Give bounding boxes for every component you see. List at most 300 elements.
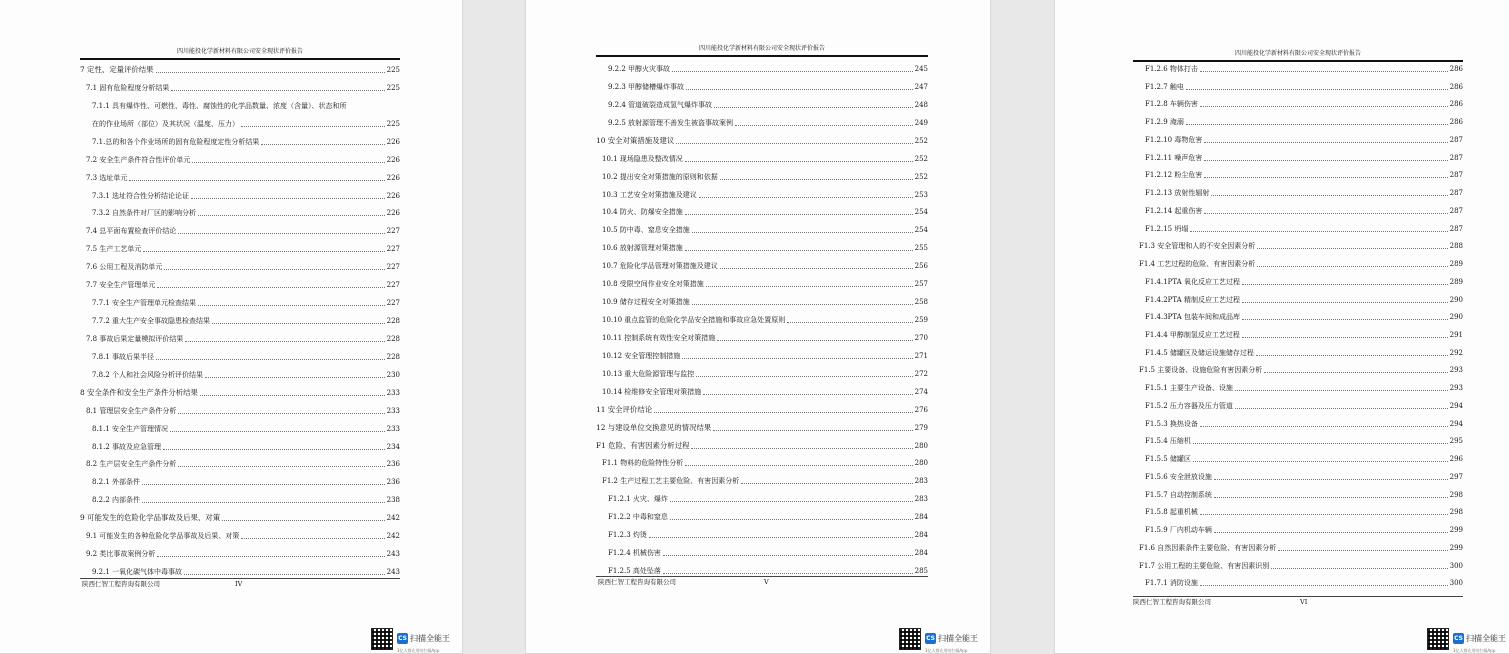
toc-entry-page: 226 (386, 191, 400, 200)
toc-entry-title: F1.2.7 触电 (1145, 82, 1184, 91)
toc-entry-page: 226 (386, 173, 400, 182)
toc-entry-title: 10.7 危险化学品管理对策措施及建议 (602, 262, 718, 271)
toc-leader-dots (649, 536, 913, 538)
toc-entry (596, 343, 928, 361)
toc-leader-dots (143, 250, 384, 252)
toc-entry (596, 558, 928, 576)
toc-entry-page: 294 (1449, 419, 1463, 428)
toc-entry-title: 8.1.1 安全生产管理情况 (92, 424, 169, 433)
toc-leader-dots (185, 340, 384, 342)
toc-entry-title: 10.9 储存过程安全对策措施 (602, 298, 690, 307)
toc-entry (80, 326, 400, 344)
toc-entry (596, 468, 928, 486)
toc-leader-dots (170, 430, 385, 432)
toc-entry-title: F1.5.2 压力容器及压力管道 (1145, 401, 1233, 410)
toc-entry-title: F1.2.12 粉尘危害 (1145, 171, 1203, 180)
toc-entry-title: 9.2.4 管道破裂造成氢气爆炸事故 (608, 100, 713, 109)
page-header: 四川能投化学新材料有限公司安全现状评价报告 (1234, 50, 1361, 57)
toc-entry (1133, 109, 1463, 127)
footer-company: 陕西仁智工程咨询有限公司 (1133, 598, 1211, 606)
toc-entry-page: 236 (386, 460, 400, 469)
toc-entry-title: F1.5.1 主要生产设备、设施 (1145, 384, 1233, 393)
toc-entry-title: 7.3.1 选址符合性分析结论论证 (92, 191, 190, 200)
toc-leader-dots (720, 178, 913, 180)
toc-entry-page: 256 (914, 262, 928, 271)
watermark-tagline: 3亿人都在用的扫描App (397, 648, 440, 653)
toc-leader-dots (156, 71, 385, 73)
toc-entry (80, 469, 400, 487)
toc-entry-title: 10.14 检维修安全管理对策措施 (602, 387, 702, 396)
toc-entry-page: 227 (386, 227, 400, 236)
toc-leader-dots (714, 106, 913, 108)
toc-leader-dots (663, 554, 913, 556)
toc-entry (1133, 162, 1463, 180)
toc-leader-dots (1264, 371, 1447, 373)
toc-entry-page: 248 (914, 100, 928, 109)
toc-leader-dots (713, 429, 912, 431)
footer-rule (80, 578, 400, 579)
toc-entry (80, 236, 400, 254)
toc-entry-title: F1 危险、有害因素分析过程 (596, 440, 690, 450)
document-page-2 (526, 0, 990, 653)
toc-entry-title: 7.1.总的和各个作业场所的固有危险程度定性分析结果 (92, 137, 260, 146)
toc-entry-page: 287 (1449, 153, 1463, 162)
toc-leader-dots (1211, 194, 1447, 196)
toc-leader-dots (787, 321, 912, 323)
toc-entry-page: 280 (914, 459, 928, 468)
toc-leader-dots (720, 267, 913, 269)
toc-entry-title: 8.2 生产层安全生产条件分析 (86, 460, 177, 469)
toc-entry (1133, 233, 1463, 251)
toc-leader-dots (157, 555, 384, 557)
toc-leader-dots (685, 213, 913, 215)
toc-entry-title: F1.2.3 灼烫 (608, 531, 647, 540)
toc-leader-dots (178, 412, 384, 414)
qr-code-icon (899, 628, 921, 650)
toc-entry (1133, 127, 1463, 145)
toc-leader-dots (1204, 176, 1447, 178)
toc-entry (1133, 251, 1463, 269)
toc-entry (596, 56, 928, 74)
toc-entry-title: F1.5.5 储罐区 (1145, 455, 1191, 464)
toc-entry-title: F1.2.13 放射性辐射 (1145, 189, 1210, 198)
toc-leader-dots (184, 573, 385, 575)
toc-entry-title: 9 可能发生的危险化学品事故及后果、对策 (80, 513, 221, 523)
toc-entry-page: 254 (914, 208, 928, 217)
page-header: 四川能投化学新材料有限公司安全现状评价报告 (176, 48, 303, 55)
toc-entry-page: 243 (386, 568, 400, 577)
toc-entry-page: 257 (914, 280, 928, 289)
toc-entry-page: 285 (914, 567, 928, 576)
toc-entry (1133, 499, 1463, 517)
toc-entry-page: 225 (386, 66, 400, 74)
toc-leader-dots (1256, 354, 1448, 356)
toc-leader-dots (1204, 212, 1447, 214)
toc-entry (80, 380, 400, 398)
toc-entry (80, 57, 400, 75)
toc-entry (596, 361, 928, 379)
toc-entry-page: 279 (914, 423, 928, 432)
toc-entry-page: 287 (1449, 135, 1463, 144)
toc-leader-dots (1200, 513, 1448, 515)
toc-entry (1133, 428, 1463, 446)
toc-entry (596, 92, 928, 110)
toc-entry (1133, 180, 1463, 198)
toc-entry (596, 164, 928, 182)
toc-entry-page: 252 (914, 154, 928, 163)
toc-entry-page: 294 (1449, 401, 1463, 410)
toc-entry-page: 287 (1449, 224, 1463, 233)
toc-leader-dots (685, 464, 912, 466)
toc-leader-dots (1186, 88, 1448, 90)
toc-entry-title: 12 与建设单位交换意见的情况结果 (596, 422, 712, 432)
toc-leader-dots (164, 268, 384, 270)
toc-leader-dots (1278, 549, 1447, 551)
toc-entry-title: F1.2.1 火灾、爆炸 (608, 495, 668, 504)
toc-entry (80, 218, 400, 236)
toc-entry-title: 10.13 重大危险源管理与监控 (602, 369, 695, 378)
toc-entry (80, 254, 400, 272)
toc-entry-page: 254 (914, 226, 928, 235)
toc-entry (596, 522, 928, 540)
toc-entry (596, 217, 928, 235)
toc-entry-title: 10.4 防火、防爆安全措施 (602, 208, 683, 217)
toc-entry-title: F1.4 工艺过程的危险、有害因素分析 (1139, 260, 1256, 269)
toc-entry-title: F1.5 主要设备、设施危险有害因素分析 (1139, 366, 1263, 375)
toc-entry-page: 288 (1449, 242, 1463, 251)
toc-leader-dots (1242, 283, 1448, 285)
toc-leader-dots (670, 500, 913, 502)
toc-entry-page: 287 (1449, 206, 1463, 215)
footer-company: 陕西仁智工程咨询有限公司 (598, 578, 676, 586)
toc-leader-dots (1190, 230, 1447, 232)
toc-leader-dots (685, 249, 913, 251)
toc-entry-title: F1.4.2PTA 精制反应工艺过程 (1145, 295, 1240, 304)
toc-entry (80, 416, 400, 434)
toc-entry-page: 284 (914, 549, 928, 558)
page-number: VI (1300, 598, 1308, 606)
toc-entry-title: 8.2.1 外部条件 (92, 478, 141, 487)
toc-entry (1133, 74, 1463, 92)
toc-entry-page: 289 (1449, 260, 1463, 269)
toc-entry-title: F1.3 安全管理和人的不安全因素分析 (1139, 242, 1256, 251)
toc-entry-page: 242 (386, 514, 400, 523)
toc-entry-page: 284 (914, 531, 928, 540)
toc-entry-page: 293 (1449, 384, 1463, 393)
toc-entry-page: 233 (386, 424, 400, 433)
toc-entry-title: F1.7.1 消防设施 (1145, 579, 1198, 588)
toc-entry-title: 7.8 事故后果定量模拟评价结果 (86, 334, 184, 343)
toc-leader-dots (735, 124, 913, 126)
watermark-tagline: 3亿人都在用的扫描App (925, 648, 968, 653)
toc-entry-page: 300 (1449, 579, 1463, 588)
toc-entry-title: F1.5.3 换热设备 (1145, 419, 1198, 428)
toc-entry-page: 247 (914, 82, 928, 91)
toc-entry-title: 10.6 放射源管理对策措施 (602, 244, 683, 253)
toc-entry-page: 271 (914, 351, 928, 360)
toc-entry (80, 129, 400, 147)
toc-leader-dots (241, 125, 385, 127)
toc-entry-title: F1.5.9 厂内机动车辆 (1145, 526, 1212, 535)
toc-entry (596, 74, 928, 92)
camscanner-logo-icon: CS (398, 635, 407, 642)
toc-entry-title: 11 安全评价结论 (596, 404, 653, 414)
toc-entry (80, 398, 400, 416)
toc-entry-title: 8.1.2 事故及应急管理 (92, 442, 162, 451)
toc-entry-page: 290 (1449, 295, 1463, 304)
toc-entry-page: 283 (914, 477, 928, 486)
watermark-brand: 扫描全能王 (410, 634, 450, 643)
toc-leader-dots (1242, 336, 1448, 338)
toc-entry-page: 296 (1449, 455, 1463, 464)
toc-entry-title: F1.2.11 噪声危害 (1145, 153, 1203, 162)
toc-leader-dots (1214, 531, 1448, 533)
toc-entry-page: 255 (914, 244, 928, 253)
footer-rule (1133, 596, 1463, 597)
toc-entry-page: 238 (386, 496, 400, 505)
toc-leader-dots (1204, 159, 1447, 161)
camscanner-watermark (397, 628, 450, 654)
toc-leader-dots (191, 197, 385, 199)
toc-entry-title: F1.2.15 坍塌 (1145, 224, 1189, 233)
toc-entry (1133, 553, 1463, 571)
toc-entry (1133, 198, 1463, 216)
toc-entry-title: 7.4 总平面布置检查评价结论 (86, 227, 177, 236)
toc-entry-page: 233 (386, 406, 400, 415)
toc-entry (596, 325, 928, 343)
toc-leader-dots (1257, 265, 1447, 267)
toc-entry-title: 10.8 受限空间作业安全对策措施 (602, 280, 704, 289)
toc-entry (1133, 535, 1463, 553)
toc-leader-dots (670, 518, 913, 520)
toc-entry-page: 228 (386, 352, 400, 361)
toc-entry-page: 228 (386, 334, 400, 343)
toc-entry-page: 249 (914, 118, 928, 127)
toc-entry-title: 7.7.2 重大生产安全事故隐患检查结果 (92, 317, 211, 326)
toc-entry-title: F1.5.4 压缩机 (1145, 437, 1191, 446)
toc-entry-page: 298 (1449, 490, 1463, 499)
toc-entry-title: F1.5.6 安全泄放设施 (1145, 472, 1212, 481)
toc-entry (596, 415, 928, 433)
toc-entry-title: 7.7 安全生产管理单元 (86, 281, 156, 290)
toc-entry (596, 146, 928, 164)
watermark-brand: 扫描全能王 (1466, 634, 1506, 643)
footer-company: 陕西仁智工程咨询有限公司 (82, 580, 160, 588)
toc-entry-title: F1.2.5 高处坠落 (608, 567, 661, 576)
toc-leader-dots (672, 70, 913, 72)
toc-entry (1133, 216, 1463, 234)
footer-rule (596, 576, 928, 577)
toc-entry-title: 7.3.2 自然条件对厂区的影响分析 (92, 209, 197, 218)
camscanner-watermark (1453, 628, 1506, 654)
toc-entry-title: 7.7.1 安全生产管理单元检查结果 (92, 299, 197, 308)
toc-entry-title: F1.4.3PTA 包装车间和成品库 (1145, 313, 1240, 322)
toc-entry-page: 252 (914, 172, 928, 181)
toc-leader-dots (741, 482, 912, 484)
toc-entry-title: 9.2 类比事故案例分析 (86, 550, 156, 559)
toc-entry (80, 541, 400, 559)
toc-leader-dots (692, 303, 913, 305)
toc-leader-dots (1271, 567, 1447, 569)
toc-entry-page: 283 (914, 495, 928, 504)
toc-entry-title: F1.2.2 中毒和窒息 (608, 513, 668, 522)
toc-leader-dots (1200, 425, 1448, 427)
toc-entry-title: 9.2.3 甲醇储槽爆炸事故 (608, 82, 685, 91)
toc-entry-page: 258 (914, 298, 928, 307)
toc-leader-dots (696, 375, 912, 377)
toc-entry-page: 226 (386, 137, 400, 146)
toc-entry (1133, 482, 1463, 500)
toc-entry (1133, 145, 1463, 163)
footer (1133, 598, 1308, 607)
toc-entry-title: 7.6 公用工程及消防单元 (86, 263, 163, 272)
toc-entry (1133, 517, 1463, 535)
toc-entry-title: 7 定性、定量评价结果 (80, 65, 154, 74)
toc-entry-title: 7.2 安全生产条件符合性评价单元 (86, 155, 191, 164)
toc-entry (596, 486, 928, 504)
toc-entry-page: 236 (386, 478, 400, 487)
toc-entry-page: 226 (386, 209, 400, 218)
toc-leader-dots (1214, 478, 1448, 480)
toc-entry (596, 289, 928, 307)
toc-entry-page: 225 (386, 119, 400, 128)
toc-entry (596, 253, 928, 271)
toc-leader-dots (1242, 318, 1448, 320)
toc-entry-page: 289 (1449, 277, 1463, 286)
toc-entry (80, 165, 400, 183)
toc-entry-page: 227 (386, 281, 400, 290)
toc-leader-dots (178, 232, 384, 234)
toc-entry-page: 227 (386, 263, 400, 272)
toc-leader-dots (163, 448, 385, 450)
toc-entry (80, 272, 400, 290)
toc-entry (596, 450, 928, 468)
toc-entry-title: 7.1.1 具有爆炸性、可燃性、毒性、腐蚀性的化学品数量、浓度（含量）、状态和所 (92, 101, 347, 110)
document-page-1 (0, 0, 462, 653)
toc-entry (80, 487, 400, 505)
toc-list (80, 57, 400, 577)
toc-entry-title: 7.5 生产工艺单元 (86, 245, 142, 254)
toc-entry-page: 287 (1449, 189, 1463, 198)
toc-entry-page: 227 (386, 245, 400, 254)
toc-leader-dots (171, 89, 384, 91)
toc-entry-title: F1.4.4 甲醇制氢反应工艺过程 (1145, 331, 1240, 339)
toc-entry (1133, 375, 1463, 393)
toc-leader-dots (1235, 407, 1448, 409)
toc-leader-dots (129, 179, 384, 181)
toc-entry (1133, 56, 1463, 74)
toc-entry-page: 297 (1449, 472, 1463, 481)
toc-entry-title: F1.6 自然因素条件主要危险、有害因素分析 (1139, 543, 1277, 552)
toc-entry (80, 523, 400, 541)
toc-entry-title: 8.2.2 内部条件 (92, 496, 141, 505)
toc-entry-page: 228 (386, 317, 400, 326)
toc-leader-dots (686, 88, 913, 90)
toc-entry (80, 200, 400, 218)
toc-entry (80, 93, 400, 111)
qr-code-icon (371, 628, 393, 650)
toc-entry-title: 10.12 安全管理控制措施 (602, 351, 681, 360)
toc-list (596, 56, 928, 576)
toc-entry (596, 199, 928, 217)
toc-entry-title: 10.2 提出安全对策措施的原则和依据 (602, 172, 718, 181)
toc-entry-page: 225 (386, 83, 400, 92)
toc-entry-page: 280 (914, 441, 928, 450)
toc-leader-dots (1200, 105, 1448, 107)
toc-entry (1133, 411, 1463, 429)
camscanner-logo-icon: CS (1454, 635, 1463, 642)
toc-entry (1133, 570, 1463, 588)
toc-leader-dots (706, 285, 913, 287)
toc-leader-dots (682, 357, 912, 359)
toc-leader-dots (699, 196, 913, 198)
toc-leader-dots (157, 286, 384, 288)
toc-entry-title: 10.3 工艺安全对策措施及建议 (602, 190, 697, 199)
toc-entry-page: 274 (914, 387, 928, 396)
toc-leader-dots (692, 231, 913, 233)
toc-entry (1133, 304, 1463, 322)
toc-entry-page: 291 (1449, 331, 1463, 339)
toc-leader-dots (142, 483, 385, 485)
watermark-brand: 扫描全能王 (938, 634, 978, 643)
toc-entry (596, 182, 928, 200)
page-number: IV (235, 580, 243, 588)
toc-entry (1133, 393, 1463, 411)
qr-code-icon (1427, 628, 1449, 650)
toc-leader-dots (1200, 70, 1448, 72)
toc-entry (80, 147, 400, 165)
toc-leader-dots (198, 214, 385, 216)
toc-entry (1133, 269, 1463, 287)
toc-entry (80, 505, 400, 523)
toc-entry-title: F1.2.4 机械伤害 (608, 549, 661, 558)
toc-entry (596, 110, 928, 128)
toc-entry (80, 75, 400, 93)
toc-entry-title: F1.2.14 起重伤害 (1145, 206, 1203, 215)
toc-leader-dots (205, 376, 385, 378)
toc-entry-title: 7.8.2 个人和社会风险分析评价结果 (92, 370, 204, 379)
camscanner-watermark (925, 628, 978, 654)
toc-entry (596, 397, 928, 415)
toc-entry (1133, 446, 1463, 464)
toc-entry-title: 7.8.1 事故后果半径 (92, 352, 155, 361)
toc-entry-page: 293 (1449, 366, 1463, 375)
toc-leader-dots (691, 447, 912, 449)
toc-leader-dots (156, 358, 385, 360)
toc-entry-page: 234 (386, 442, 400, 451)
toc-entry-title: 8 安全条件和安全生产条件分析结果 (80, 387, 198, 397)
toc-leader-dots (654, 411, 913, 413)
toc-entry (596, 433, 928, 451)
toc-leader-dots (200, 394, 385, 396)
toc-leader-dots (1193, 442, 1448, 444)
toc-entry-page: 286 (1449, 100, 1463, 109)
toc-entry (80, 111, 400, 129)
toc-list (1133, 56, 1463, 588)
toc-entry-page: 284 (914, 513, 928, 522)
toc-leader-dots (1242, 301, 1448, 303)
toc-leader-dots (142, 501, 385, 503)
toc-entry-page: 299 (1449, 526, 1463, 535)
toc-entry-page: 272 (914, 369, 928, 378)
toc-entry-title: F1.2.10 毒物危害 (1145, 135, 1203, 144)
toc-leader-dots (703, 393, 912, 395)
toc-entry (80, 451, 400, 469)
toc-entry-title: 10 安全对策措施及建议 (596, 135, 675, 145)
toc-entry-title: F1.4.1PTA 氧化反应工艺过程 (1145, 277, 1240, 286)
toc-entry-page: 259 (914, 316, 928, 325)
toc-entry-page: 227 (386, 299, 400, 308)
